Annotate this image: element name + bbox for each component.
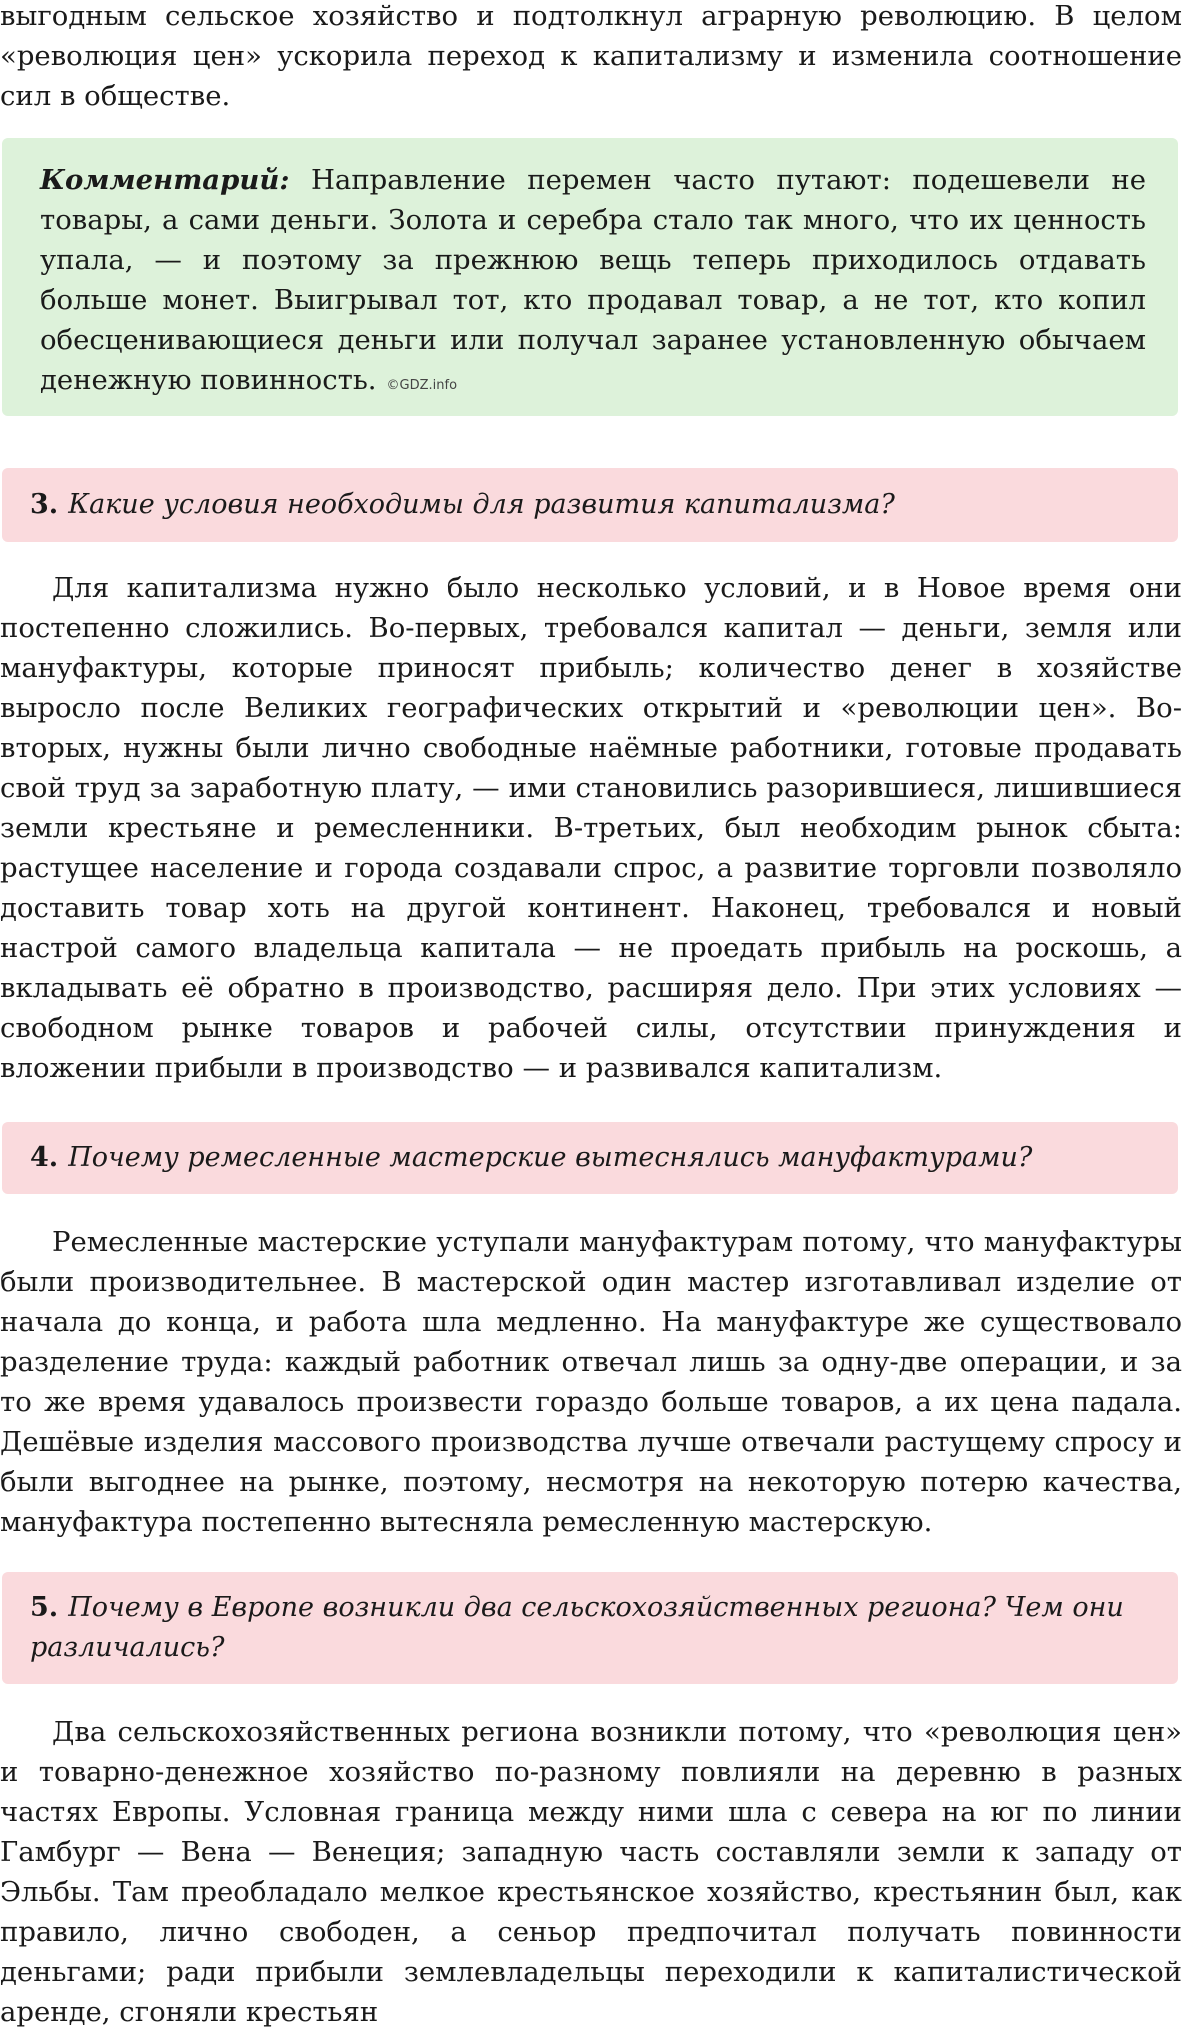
question-5-number: 5. xyxy=(30,1592,59,1623)
question-5-text: Почему в Европе возникли два сельскохозяйственных региона? Чем они различались? xyxy=(30,1592,1124,1663)
intro-paragraph: выгодным сельское хозяйство и подтолкнул аграрную революцию. В целом «революция цен» ускорила переход к капитализму и изменила соотношение сил в обществе. xyxy=(0,0,1182,112)
question-5-box xyxy=(2,1572,1178,1684)
question-5-text-block xyxy=(30,1588,1150,1668)
question-4-number: 4. xyxy=(30,1142,59,1173)
comment-box xyxy=(2,138,1178,416)
comment-text-block xyxy=(40,160,1146,406)
answer-5-paragraph: Два сельскохозяйственных региона возникли потому, что «революция цен» и товарно-денежное хозяйство по-разному повлияли на деревню в разных частях Европы. Условная граница между ними шла с севера на юг по линии Гамбург — Вена — Венеция; западную часть составляли земли к западу от Эльбы. Там преобладало мелкое крестьянское хозяйство, крестьянин был, как правило, лично свободен, а сеньор предпочитал получать повинности деньгами; ради прибыли землевладельцы переходили к капиталистической аренде, сгоняли крестьян xyxy=(0,1716,1182,2028)
answer-4-paragraph: Ремесленные мастерские уступали мануфактурам потому, что мануфактуры были производительнее. В мастерской один мастер изготавливал изделие от начала до конца, и работа шла медленно. На мануфактуре же существовало разделение труда: каждый работник отвечал лишь за одну-две операции, и за то же время удавалось произвести гораздо больше товаров, а их цена падала. Дешёвые изделия массового производства лучше отвечали растущему спросу и были выгоднее на рынке, поэтому, несмотря на некоторую потерю качества, мануфактура постепенно вытесняла ремесленную мастерскую. xyxy=(0,1226,1182,1538)
question-3-text: Какие условия необходимы для развития капитализма? xyxy=(68,489,895,520)
answer-3-paragraph: Для капитализма нужно было несколько условий, и в Новое время они постепенно сложились. Во-первых, требовался капитал — деньги, земля или мануфактуры, которые приносят прибыль; количество денег в хозяйстве выросло после Великих географических открытий и «революции цен». Во-вторых, нужны были лично свободные наёмные работники, готовые продавать свой труд за заработную плату, — ими становились разорившиеся, лишившиеся земли крестьяне и ремесленники. В-третьих, был необходим рынок сбыта: растущее население и города создавали спрос, а развитие торговли позволяло доставить товар хоть на другой континент. Наконец, требовался и новый настрой самого владельца капитала — не проедать прибыль на роскошь, а вкладывать её обратно в производство, расширяя дело. При этих условиях — свободном рынке товаров и рабочей силы, отсутствии принуждения и вложении прибыли в производство — и развивался капитализм. xyxy=(0,572,1182,1084)
question-3-box xyxy=(2,468,1178,542)
question-4-text: Почему ремесленные мастерские вытеснялись мануфактурами? xyxy=(68,1142,1033,1173)
question-3-text-block xyxy=(30,485,1150,525)
question-4-box xyxy=(2,1122,1178,1194)
comment-body: Направление перемен часто путают: подешевели не товары, а сами деньги. Золота и серебра стало так много, что их ценность упала, — и поэтому за прежнюю вещь теперь приходилось отдавать больше монет. Выигрывал тот, кто продавал товар, а не тот, кто копил обесценивающиеся деньги или получал заранее установленную обычаем денежную повинность. xyxy=(40,164,1146,396)
question-4-text-block xyxy=(30,1138,1150,1178)
copyright-mark: ©GDZ.info xyxy=(386,378,458,393)
question-3-number: 3. xyxy=(30,489,59,520)
comment-label: Комментарий: xyxy=(40,164,290,196)
